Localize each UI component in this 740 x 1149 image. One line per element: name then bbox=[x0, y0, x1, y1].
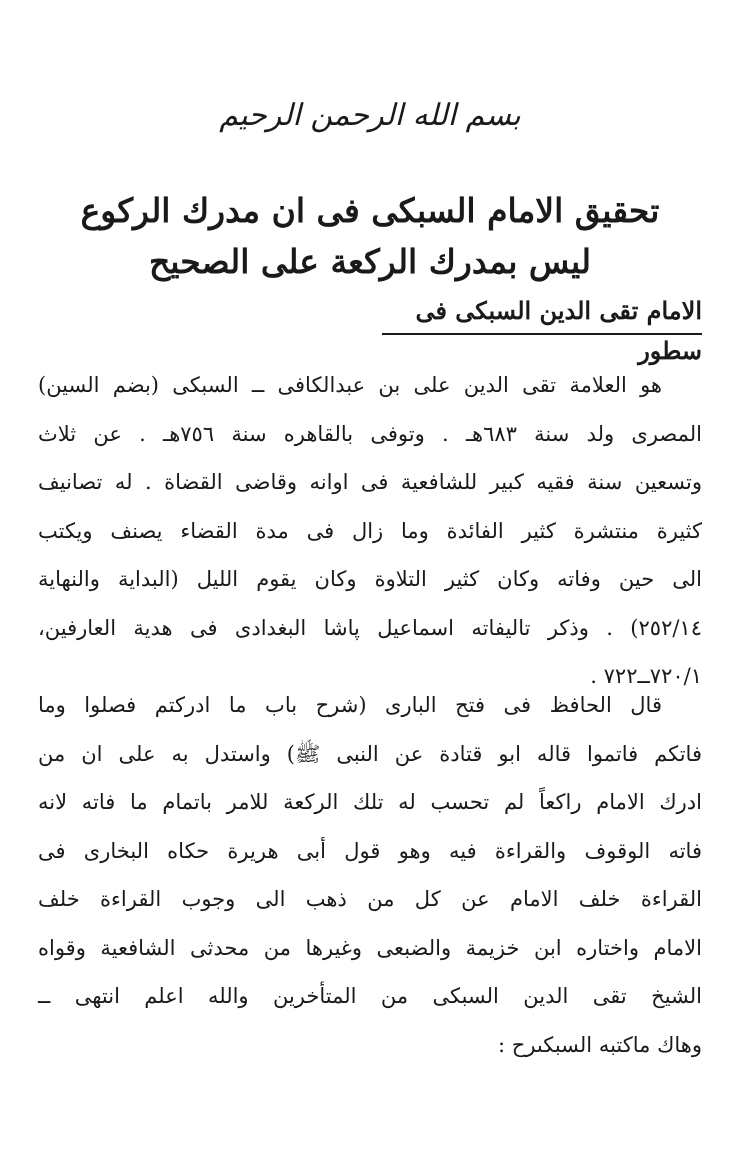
text-line: فاته الوقوف والقراءة فيه وهو قول أبى هريرة حكاه البخارى فى bbox=[38, 838, 702, 863]
text-line: وتسعين سنة فقيه كبير للشافعية فى اوانه وقاضى القضاة . له تصانيف bbox=[38, 470, 702, 494]
text-line: المصرى ولد سنة ٦٨٣هـ . وتوفى بالقاهره سنة ٧٥٦هـ . عن ثلاث bbox=[38, 421, 702, 446]
text-line: قال الحافظ فى فتح البارى (شرح باب ما ادركتم فصلوا وما bbox=[38, 693, 662, 717]
document-title-line-1: تحقيق الامام السبكى فى ان مدرك الركوع bbox=[80, 191, 660, 230]
basmala: بسم الله الرحمن الرحيم bbox=[219, 98, 521, 133]
text-line: فاتكم فاتموا قاله ابو قتادة عن النبى ﷺ) واستدل به على ان من bbox=[38, 741, 702, 766]
biography-paragraph bbox=[38, 361, 702, 701]
text-line: ٧٢٠/١ــ٧٢٢ . bbox=[590, 664, 702, 688]
text-line: الشيخ تقى الدين السبكى من المتأخرين والله اعلم انتهى ــ bbox=[38, 984, 702, 1008]
text-line: ادرك الامام راكعاً لم تحسب له تلك الركعة للامر باتمام ما فاته لانه bbox=[38, 790, 702, 814]
text-line: هو العلامة تقى الدين على بن عبدالكافى ــ السبكى (بضم السين) bbox=[38, 373, 662, 397]
text-line: ٢٥٢/١٤) . وذكر تاليفاته اسماعيل پاشا البغدادى فى هدية العارفين، bbox=[38, 615, 702, 640]
text-line: القراءة خلف الامام عن كل من ذهب الى وجوب القراءة خلف bbox=[38, 887, 702, 911]
text-line: كثيرة منتشرة كثير الفائدة وما زال فى مدة القضاء يصنف ويكتب bbox=[38, 518, 702, 543]
text-line: الى حين وفاته وكان كثير التلاوة وكان يقوم الليل (البداية والنهاية bbox=[38, 567, 702, 591]
document-title-line-2: ليس بمدرك الركعة على الصحيح bbox=[148, 242, 592, 281]
quotation-paragraph bbox=[38, 681, 702, 1069]
section-heading: الامام تقى الدين السبكى فى سطور bbox=[382, 291, 702, 335]
text-line: وهاك ماكتبه السبكىرح : bbox=[498, 1032, 702, 1057]
text-line: الامام واختاره ابن خزيمة والضبعى وغيرها من محدثى الشافعية وقواه bbox=[38, 935, 702, 960]
